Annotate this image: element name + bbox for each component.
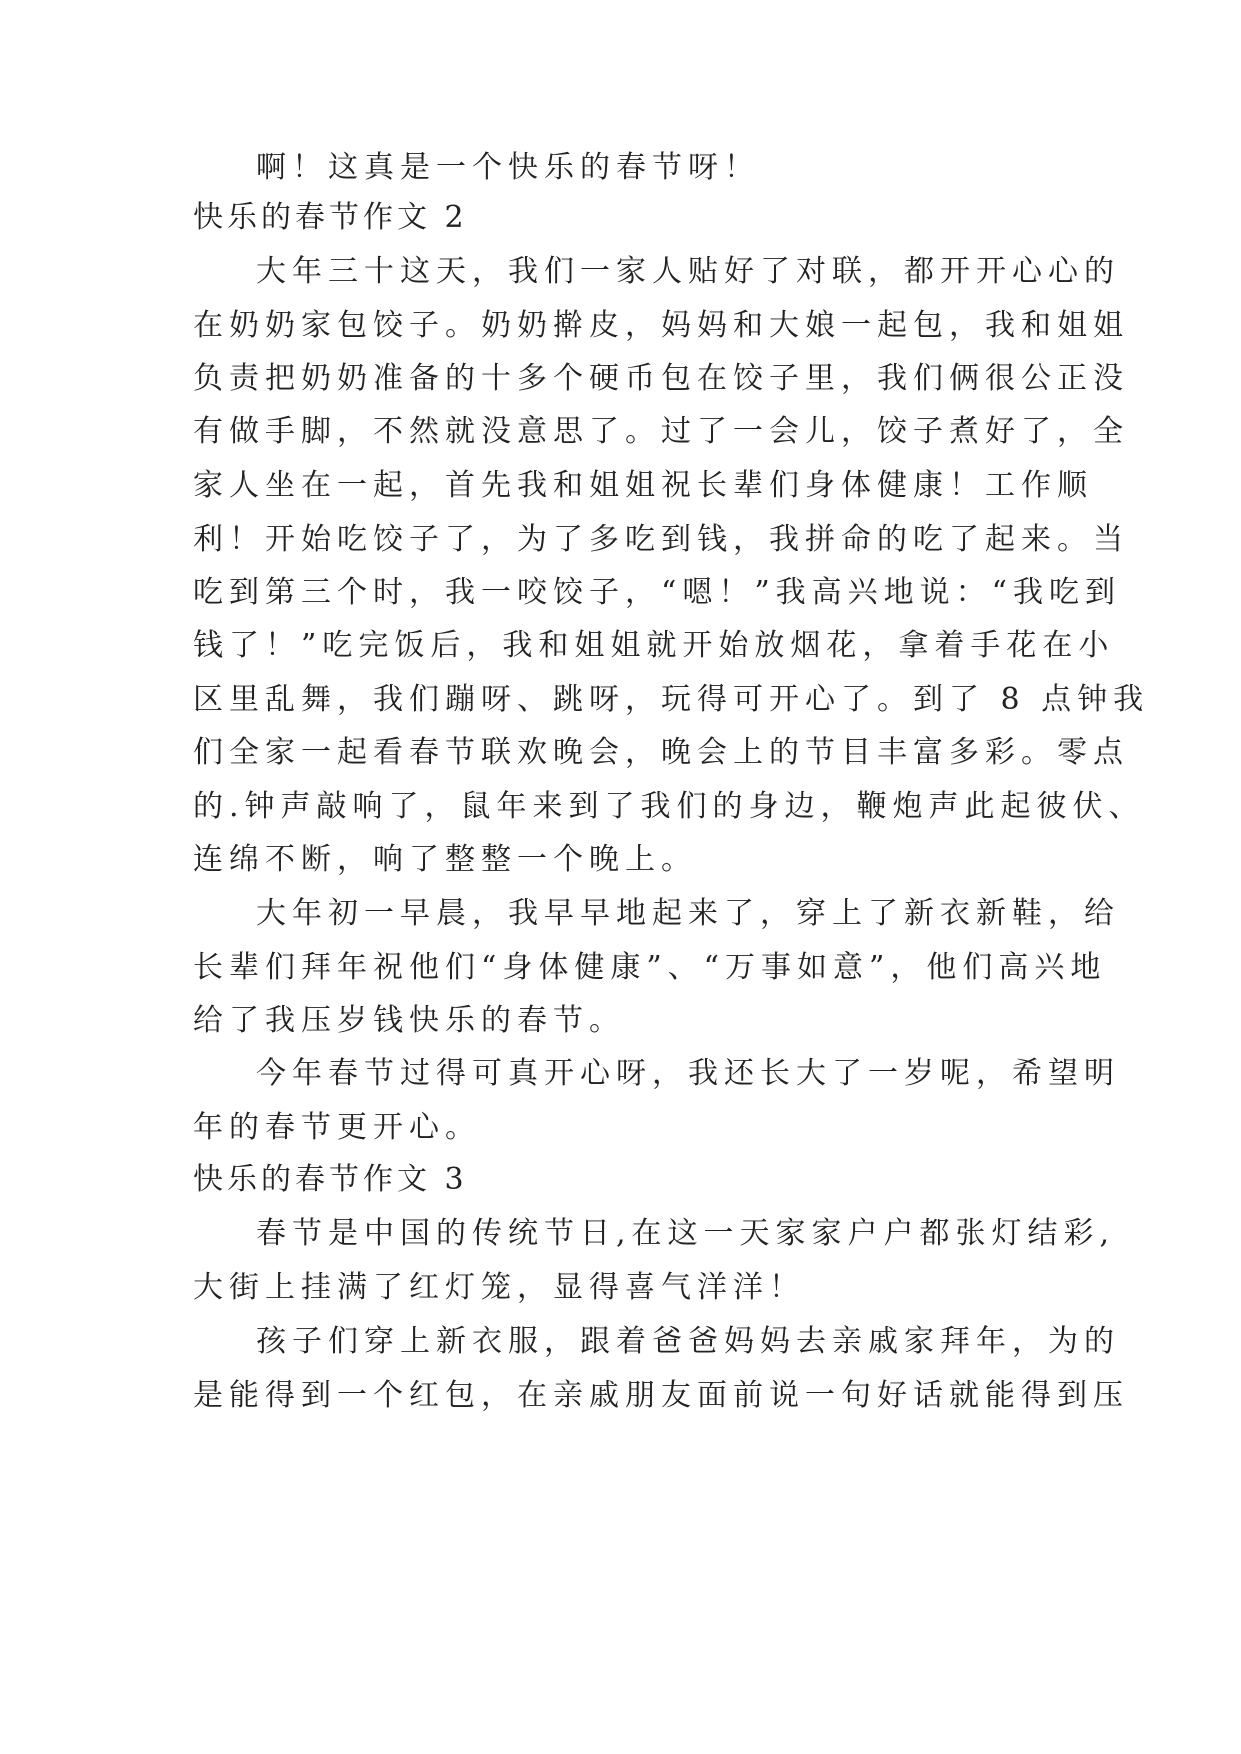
paragraph-line: 的.钟声敲响了，鼠年来到了我们的身边，鞭炮声此起彼伏、 <box>193 789 1145 824</box>
paragraph-line: 孩子们穿上新衣服，跟着爸爸妈妈去亲戚家拜年，为的 <box>256 1324 1120 1359</box>
paragraph-line: 区里乱舞，我们蹦呀、跳呀，玩得可开心了。到了 8 点钟我 <box>193 682 1150 717</box>
paragraph-line: 是能得到一个红包，在亲戚朋友面前说一句好话就能得到压 <box>193 1378 1129 1413</box>
section-heading: 快乐的春节作文 2 <box>193 200 468 235</box>
paragraph-line: 负责把奶奶准备的十多个硬币包在饺子里，我们俩很公正没 <box>193 361 1129 396</box>
paragraph-line: 连绵不断，响了整整一个晚上。 <box>193 842 697 877</box>
paragraph-line: 利！开始吃饺子了，为了多吃到钱，我拼命的吃了起来。当 <box>193 522 1129 557</box>
paragraph-line: 春节是中国的传统节日,在这一天家家户户都张灯结彩, <box>256 1216 1116 1251</box>
paragraph-line: 长辈们拜年祝他们“身体健康”、“万事如意”，他们高兴地 <box>193 950 1107 985</box>
paragraph-line: 大年初一早晨，我早早地起来了，穿上了新衣新鞋，给 <box>256 896 1120 931</box>
paragraph-line: 在奶奶家包饺子。奶奶擀皮，妈妈和大娘一起包，我和姐姐 <box>193 308 1129 343</box>
paragraph-line: 今年春节过得可真开心呀，我还长大了一岁呢，希望明 <box>256 1056 1120 1091</box>
paragraph-line: 钱了！”吃完饭后，我和姐姐就开始放烟花，拿着手花在小 <box>193 628 1115 663</box>
paragraph-line: 年的春节更开心。 <box>193 1110 481 1145</box>
paragraph-line: 们全家一起看春节联欢晚会，晚会上的节目丰富多彩。零点 <box>193 735 1129 770</box>
paragraph-line: 大年三十这天，我们一家人贴好了对联，都开开心心的 <box>256 254 1120 289</box>
section-heading: 快乐的春节作文 3 <box>193 1162 468 1197</box>
paragraph-line: 家人坐在一起，首先我和姐姐祝长辈们身体健康！工作顺 <box>193 468 1093 503</box>
paragraph-line: 大街上挂满了红灯笼，显得喜气洋洋！ <box>193 1270 805 1305</box>
paragraph-line: 吃到第三个时，我一咬饺子，“嗯！”我高兴地说：“我吃到 <box>193 575 1122 610</box>
paragraph-line: 给了我压岁钱快乐的春节。 <box>193 1003 625 1038</box>
paragraph-line: 啊！这真是一个快乐的春节呀！ <box>256 150 760 185</box>
paragraph-line: 有做手脚，不然就没意思了。过了一会儿，饺子煮好了，全 <box>193 414 1129 449</box>
